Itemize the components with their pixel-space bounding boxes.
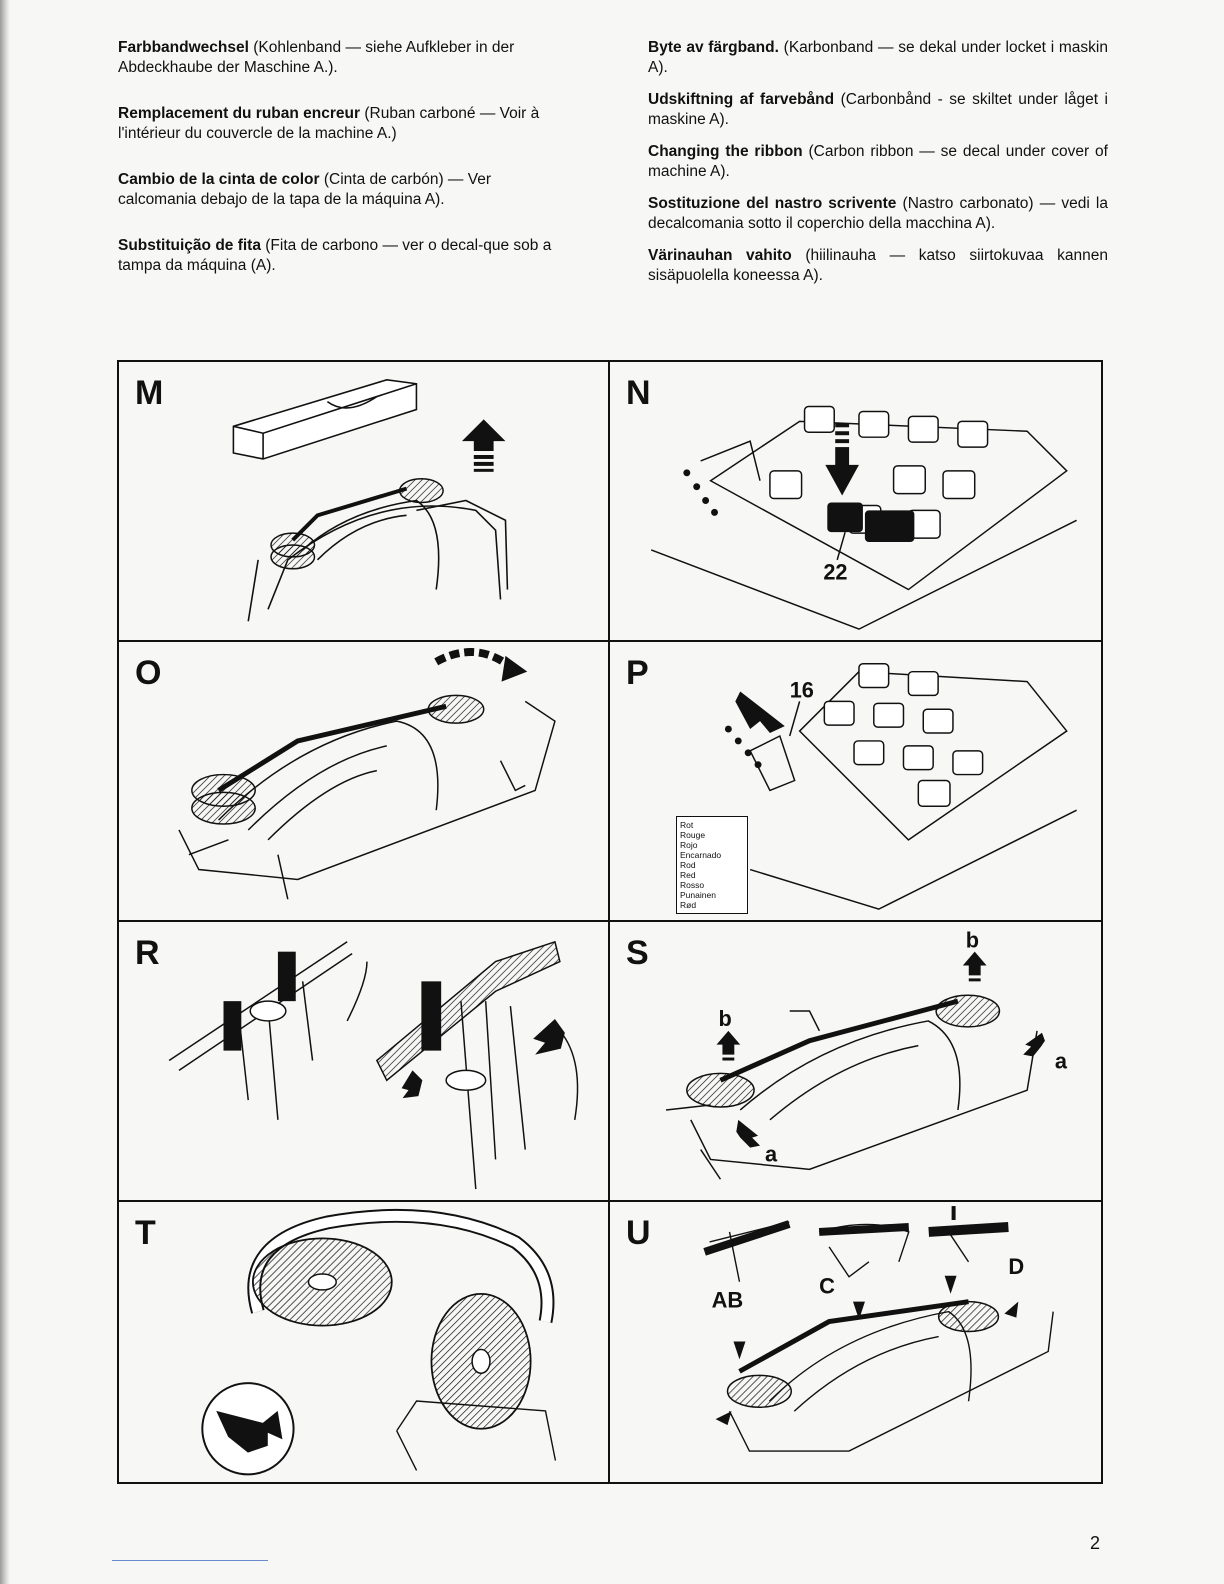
instruction-de <box>118 38 573 78</box>
instruction-text: (Kohlenband — siehe Aufkleber in der Abdeckhaube der Maschine A.). <box>118 39 515 76</box>
legend-entry: Rojo <box>680 840 698 850</box>
instruction-it <box>648 194 1108 234</box>
legend-entry: Red <box>680 870 696 880</box>
instruction-en <box>648 142 1108 182</box>
legend-entry: Rød <box>680 900 697 910</box>
panel-letter: N <box>626 374 651 412</box>
instruction-heading: Sostituzione del nastro scrivente <box>648 195 897 212</box>
instruction-text: (Carbonbånd - se skiltet under låget i maskine A). <box>648 91 1108 128</box>
spool-label-a: a <box>1054 1048 1067 1074</box>
panel-o <box>119 642 610 922</box>
install-ribbon-illustration <box>610 1202 1101 1482</box>
legend-entry: Rod <box>680 860 696 870</box>
spool-label-a: a <box>764 1141 778 1167</box>
color-legend <box>676 816 748 914</box>
legend-entry: Rosso <box>680 880 705 890</box>
panel-r <box>119 922 610 1202</box>
instruction-text: (Nastro carbonato) — vedi la decalcomania sotto il coperchio della macchina A). <box>648 195 1108 232</box>
panel-letter: O <box>135 654 162 692</box>
panel-m <box>119 362 610 642</box>
page-number: 2 <box>1090 1533 1101 1553</box>
panel-letter: M <box>135 374 164 412</box>
instruction-sv <box>648 38 1108 78</box>
panel-letter: T <box>135 1214 156 1252</box>
instruction-heading: Byte av färgband. <box>648 39 779 56</box>
instruction-text: (Fita de carbono — ver o decal-que sob a tampa da máquina (A). <box>118 237 552 274</box>
panel-letter: S <box>626 934 649 972</box>
panel-t <box>119 1202 610 1482</box>
step-label-ab: AB <box>711 1287 744 1313</box>
panel-p <box>610 642 1101 922</box>
spool-label-b: b <box>965 927 980 953</box>
panel-s <box>610 922 1101 1202</box>
key-number-callout: 22 <box>823 559 848 585</box>
instruction-heading: Substituição de fita <box>118 237 261 254</box>
binding-edge <box>0 0 10 1584</box>
panel-n <box>610 362 1101 642</box>
ribbon-guide-illustration <box>119 922 608 1200</box>
panel-letter: P <box>626 654 649 692</box>
instruction-text: (Cinta de carbón) — Ver calcomania debajo de la tapa de la máquina A). <box>118 171 491 208</box>
ribbon-path-illustration <box>119 642 608 920</box>
instruction-text: (Karbonband — se dekal under locket i maskin A). <box>648 39 1108 76</box>
instruction-da <box>648 90 1108 130</box>
remove-spools-illustration <box>610 922 1101 1200</box>
spool-label-b: b <box>718 1005 732 1031</box>
bottom-rule <box>112 1560 268 1561</box>
illustration-grid <box>117 360 1103 1484</box>
panel-u <box>610 1202 1101 1482</box>
instruction-text: (hiilinauha — katso siirtokuvaa kannen sisäpuolella koneessa A). <box>648 247 1108 284</box>
instruction-fi <box>648 246 1108 286</box>
remove-cover-illustration <box>119 362 608 640</box>
instruction-pt <box>118 236 573 276</box>
step-label-d: D <box>1008 1253 1025 1279</box>
step-label-c: C <box>819 1273 835 1299</box>
instruction-heading: Remplacement du ruban encreur <box>118 105 361 122</box>
legend-entry: Punainen <box>680 890 716 900</box>
legend-entry: Rouge <box>680 830 706 840</box>
left-text-column <box>118 38 573 302</box>
instruction-heading: Cambio de la cinta de color <box>118 171 320 188</box>
right-text-column <box>648 38 1108 298</box>
panel-letter: U <box>626 1214 651 1252</box>
panel-letter: R <box>135 934 160 972</box>
instruction-heading: Värinauhan vahito <box>648 247 792 264</box>
legend-entry: Rot <box>680 820 694 830</box>
ribbon-spool-illustration <box>119 1202 608 1482</box>
press-key-illustration <box>610 362 1101 640</box>
instruction-text: (Carbon ribbon — se decal under cover of machine A). <box>648 143 1108 180</box>
instruction-fr <box>118 104 573 144</box>
instruction-heading: Udskiftning af farvebånd <box>648 91 835 108</box>
instruction-heading: Farbbandwechsel <box>118 39 249 56</box>
instruction-text: (Ruban carboné — Voir à l'intérieur du couvercle de la machine A.) <box>118 105 540 142</box>
lever-number-callout: 16 <box>789 677 814 703</box>
instruction-heading: Changing the ribbon <box>648 143 803 160</box>
instruction-es <box>118 170 573 210</box>
legend-entry: Encarnado <box>680 850 722 860</box>
